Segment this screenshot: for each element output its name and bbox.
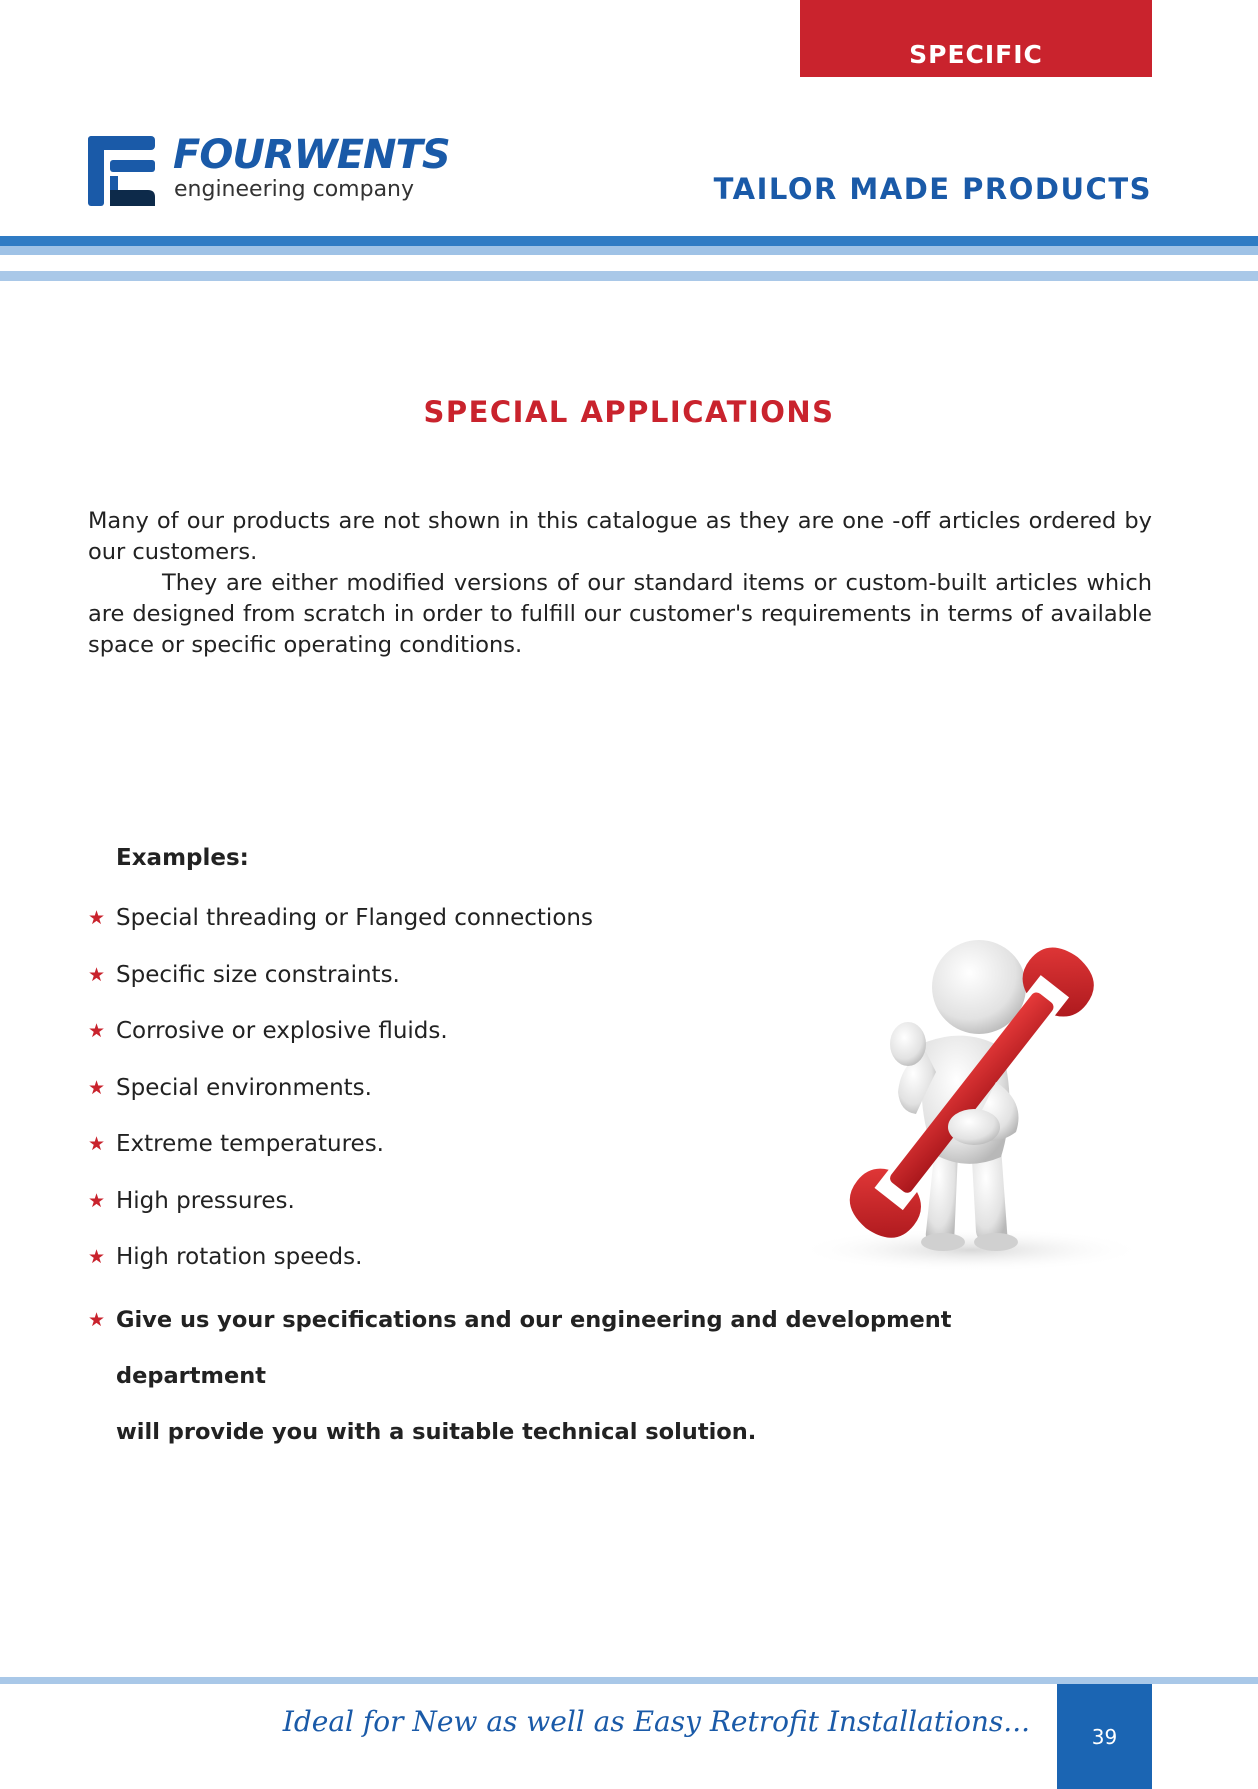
star-icon: ★ [88, 1246, 106, 1268]
header-divider [0, 236, 1258, 246]
footer-divider [0, 1677, 1258, 1684]
star-icon: ★ [88, 1133, 106, 1155]
call-to-action [88, 1292, 1108, 1460]
logo-name: FOURWENTS [173, 132, 450, 178]
star-icon: ★ [88, 1189, 106, 1212]
call-to-action-line: Give us your specifications and our engineering and development department [116, 1307, 952, 1389]
header-divider-lower [0, 271, 1258, 281]
list-item: ★ High rotation speeds. [88, 1239, 1088, 1296]
figure-with-wrench-illustration [796, 932, 1146, 1272]
list-item: ★ Special threading or Flanged connections [88, 900, 1088, 957]
company-logo [88, 132, 450, 212]
star-icon: ★ [88, 1020, 106, 1042]
logo-mark-icon [88, 136, 155, 206]
star-icon: ★ [88, 963, 106, 986]
footer-tagline: Ideal for New as well as Easy Retrofit Installations... [282, 1705, 1030, 1738]
star-icon: ★ [88, 1309, 106, 1331]
page-number: 39 [1091, 1724, 1118, 1749]
logo-subtitle: engineering company [174, 177, 415, 202]
intro-paragraph: Many of our products are not shown in this catalogue as they are one -off articles ordered by our customers. [88, 508, 1152, 565]
list-item: ★ Specific size constraints. [88, 957, 1088, 1014]
intro-paragraph: They are either modified versions of our standard items or custom-built articles which are designed from scratch in order to fulfill our customer's requirements in terms of available space or specific operating conditions. [88, 570, 1152, 658]
section-tab [800, 0, 1152, 77]
section-tab-label: SPECIFIC [909, 40, 1043, 69]
list-item: ★ High pressures. [88, 1183, 1088, 1240]
list-item: ★ Extreme temperatures. [88, 1126, 1088, 1183]
list-item: ★ Corrosive or explosive fluids. [88, 1013, 1088, 1070]
list-item: ★ Special environments. [88, 1070, 1088, 1127]
intro-text [88, 506, 1152, 661]
header-divider-light [0, 246, 1258, 255]
call-to-action-line: will provide you with a suitable technical solution. [116, 1419, 757, 1445]
page-number-box [1057, 1684, 1152, 1789]
header-title: TAILOR MADE PRODUCTS [713, 172, 1152, 206]
star-icon: ★ [88, 1076, 106, 1099]
examples-label: Examples: [116, 845, 249, 871]
star-icon: ★ [88, 907, 106, 929]
section-title: SPECIAL APPLICATIONS [423, 395, 835, 429]
